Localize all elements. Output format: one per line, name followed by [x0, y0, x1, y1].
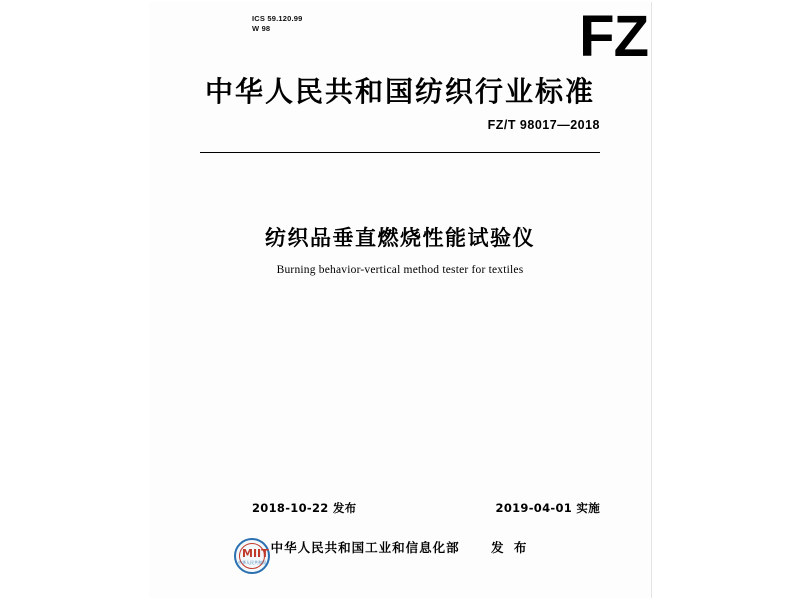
issue-date: 2018-10-22 发布 [252, 501, 357, 515]
document-title-cn: 纺织品垂直燃烧性能试验仪 [265, 226, 535, 250]
header-divider [200, 152, 600, 153]
standard-series-title: 中华人民共和国纺织行业标准 [204, 75, 595, 108]
seal-core-text: MIIT [242, 547, 269, 560]
document-title-en: Burning behavior-vertical method tester for textiles [276, 264, 524, 276]
standard-number: FZ/T 98017—2018 [487, 118, 600, 132]
issuer-action: 发 布 [491, 540, 530, 555]
issuer-row [0, 538, 800, 556]
ccs-code: W 98 [252, 24, 271, 33]
fz-logo: FZ [579, 4, 648, 69]
effective-date: 2019-04-01 实施 [495, 501, 600, 515]
seal-sub-text: 中华人民共和国 [238, 560, 266, 565]
ics-code: ICS 59.120.99 [252, 14, 303, 23]
ics-classification [252, 14, 303, 34]
issuer-name: 中华人民共和国工业和信息化部 [270, 540, 460, 555]
